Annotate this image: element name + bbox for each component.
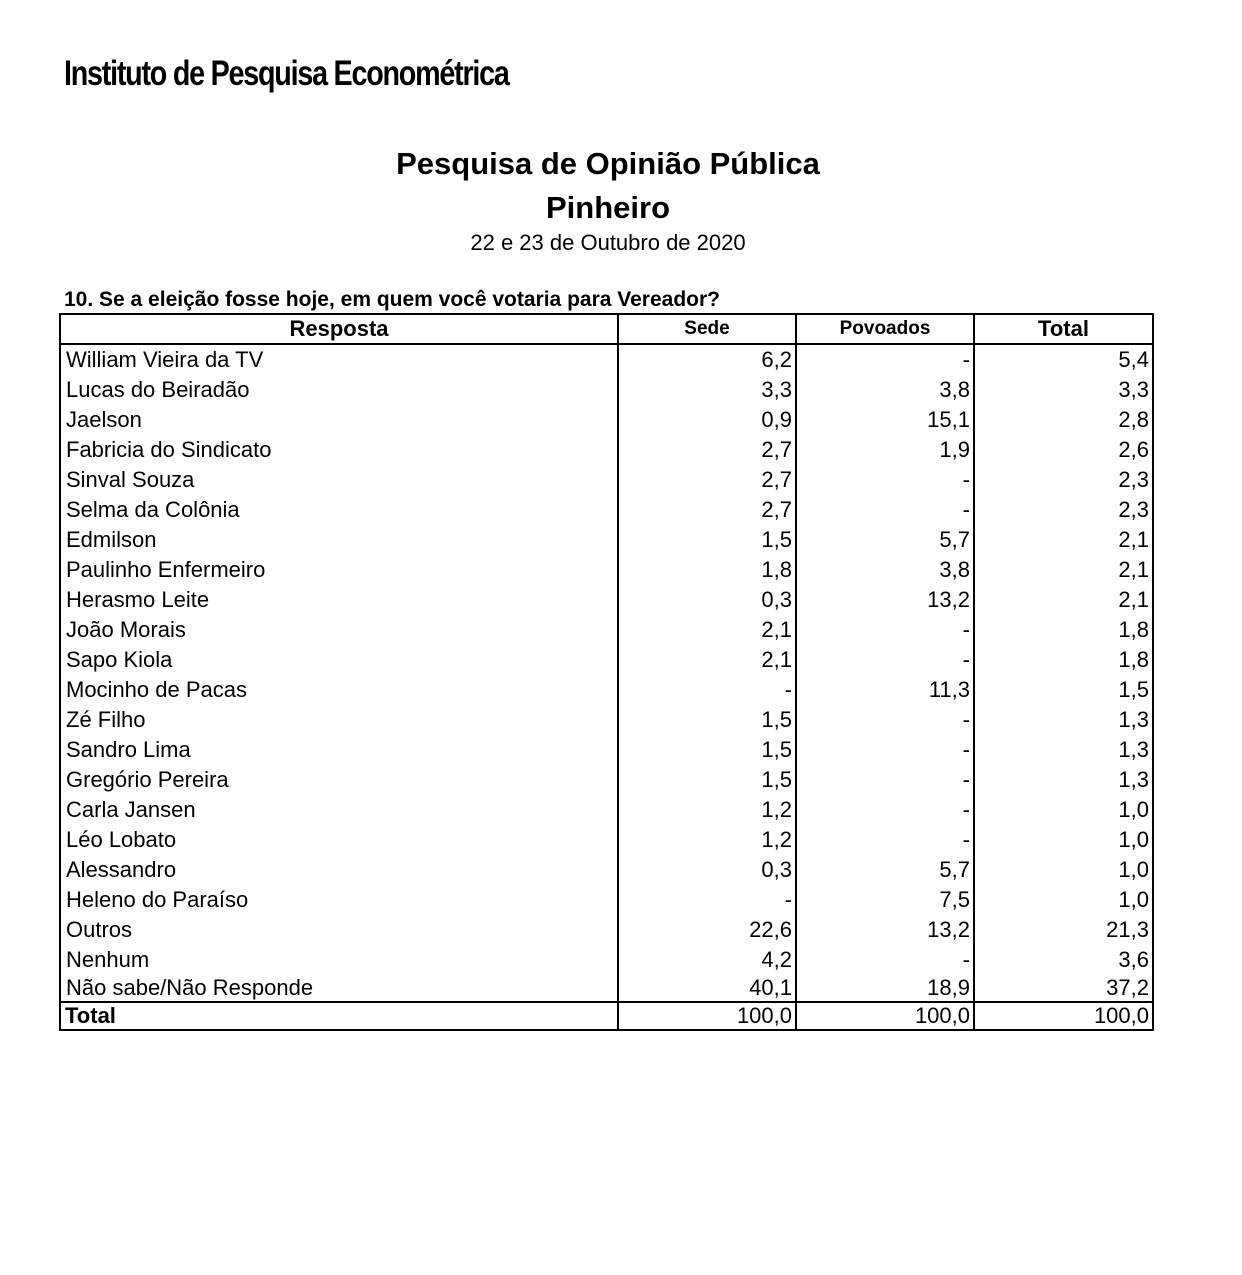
- table-row: [60, 975, 1153, 1002]
- table-row: [60, 855, 1153, 885]
- table-row: [60, 945, 1153, 975]
- cell-povoados: -: [796, 465, 974, 495]
- table-row: [60, 615, 1153, 645]
- cell-sede: -: [618, 675, 796, 705]
- cell-povoados: 13,2: [796, 915, 974, 945]
- total-povoados: 100,0: [796, 1002, 974, 1030]
- institute-logo-text: Instituto de Pesquisa Econométrica: [64, 54, 509, 93]
- cell-povoados: -: [796, 825, 974, 855]
- cell-total: 1,8: [974, 615, 1153, 645]
- cell-resposta: William Vieira da TV: [60, 344, 618, 375]
- cell-resposta: Fabricia do Sindicato: [60, 435, 618, 465]
- cell-povoados: 5,7: [796, 855, 974, 885]
- table-row: [60, 525, 1153, 555]
- cell-resposta: Mocinho de Pacas: [60, 675, 618, 705]
- report-title: Pesquisa de Opinião Pública: [396, 146, 820, 181]
- table-row: [60, 405, 1153, 435]
- cell-povoados: 13,2: [796, 585, 974, 615]
- cell-sede: 1,2: [618, 795, 796, 825]
- cell-sede: 0,9: [618, 405, 796, 435]
- table-row: [60, 435, 1153, 465]
- cell-sede: 2,1: [618, 645, 796, 675]
- cell-sede: 0,3: [618, 585, 796, 615]
- cell-sede: 2,7: [618, 435, 796, 465]
- cell-resposta: João Morais: [60, 615, 618, 645]
- cell-total: 1,5: [974, 675, 1153, 705]
- cell-resposta: Outros: [60, 915, 618, 945]
- table-header-row: [60, 314, 1153, 344]
- cell-total: 2,1: [974, 525, 1153, 555]
- cell-resposta: Lucas do Beiradão: [60, 375, 618, 405]
- cell-sede: 1,5: [618, 765, 796, 795]
- cell-total: 5,4: [974, 344, 1153, 375]
- cell-povoados: 1,9: [796, 435, 974, 465]
- cell-povoados: 15,1: [796, 405, 974, 435]
- cell-sede: 22,6: [618, 915, 796, 945]
- cell-resposta: Sandro Lima: [60, 735, 618, 765]
- cell-sede: 2,7: [618, 465, 796, 495]
- cell-povoados: -: [796, 645, 974, 675]
- table-row: [60, 765, 1153, 795]
- question-heading: 10. Se a eleição fosse hoje, em quem você votaria para Vereador?: [64, 288, 720, 311]
- table-row: [60, 344, 1153, 375]
- cell-sede: 1,5: [618, 705, 796, 735]
- city-title: Pinheiro: [545, 190, 670, 225]
- cell-povoados: -: [796, 945, 974, 975]
- cell-povoados: 18,9: [796, 975, 974, 1002]
- cell-sede: 1,5: [618, 735, 796, 765]
- cell-povoados: -: [796, 705, 974, 735]
- cell-povoados: -: [796, 795, 974, 825]
- table-row: [60, 585, 1153, 615]
- cell-resposta: Herasmo Leite: [60, 585, 618, 615]
- cell-resposta: Jaelson: [60, 405, 618, 435]
- cell-povoados: 3,8: [796, 555, 974, 585]
- table-row: [60, 735, 1153, 765]
- cell-sede: 6,2: [618, 344, 796, 375]
- cell-sede: 0,3: [618, 855, 796, 885]
- cell-total: 1,8: [974, 645, 1153, 675]
- cell-povoados: -: [796, 615, 974, 645]
- cell-resposta: Carla Jansen: [60, 795, 618, 825]
- cell-total: 1,3: [974, 765, 1153, 795]
- cell-total: 1,3: [974, 735, 1153, 765]
- table-row: [60, 645, 1153, 675]
- cell-sede: -: [618, 885, 796, 915]
- cell-total: 1,0: [974, 795, 1153, 825]
- cell-povoados: -: [796, 735, 974, 765]
- total-total: 100,0: [974, 1002, 1153, 1030]
- cell-total: 1,0: [974, 825, 1153, 855]
- cell-povoados: 5,7: [796, 525, 974, 555]
- cell-sede: 1,8: [618, 555, 796, 585]
- cell-total: 2,3: [974, 465, 1153, 495]
- cell-total: 2,3: [974, 495, 1153, 525]
- table-row: [60, 495, 1153, 525]
- results-table: [59, 313, 1154, 1031]
- cell-resposta: Gregório Pereira: [60, 765, 618, 795]
- cell-sede: 1,5: [618, 525, 796, 555]
- cell-resposta: Alessandro: [60, 855, 618, 885]
- cell-total: 2,6: [974, 435, 1153, 465]
- table-total-row: [60, 1002, 1153, 1030]
- table-row: [60, 465, 1153, 495]
- cell-povoados: 3,8: [796, 375, 974, 405]
- cell-sede: 4,2: [618, 945, 796, 975]
- table-row: [60, 375, 1153, 405]
- table-row: [60, 795, 1153, 825]
- cell-sede: 1,2: [618, 825, 796, 855]
- cell-total: 1,0: [974, 855, 1153, 885]
- total-sede: 100,0: [618, 1002, 796, 1030]
- cell-povoados: 11,3: [796, 675, 974, 705]
- column-header-povoados: Povoados: [796, 314, 974, 344]
- cell-total: 1,3: [974, 705, 1153, 735]
- table-row: [60, 915, 1153, 945]
- cell-total: 2,1: [974, 585, 1153, 615]
- cell-total: 2,1: [974, 555, 1153, 585]
- cell-total: 3,3: [974, 375, 1153, 405]
- cell-resposta: Léo Lobato: [60, 825, 618, 855]
- cell-resposta: Não sabe/Não Responde: [60, 975, 618, 1002]
- cell-povoados: -: [796, 495, 974, 525]
- column-header-sede: Sede: [618, 314, 796, 344]
- total-label: Total: [60, 1002, 618, 1030]
- column-header-resposta: Resposta: [60, 314, 618, 344]
- cell-total: 37,2: [974, 975, 1153, 1002]
- cell-sede: 3,3: [618, 375, 796, 405]
- table-row: [60, 885, 1153, 915]
- cell-povoados: -: [796, 765, 974, 795]
- cell-povoados: 7,5: [796, 885, 974, 915]
- cell-resposta: Sinval Souza: [60, 465, 618, 495]
- table-row: [60, 825, 1153, 855]
- cell-resposta: Edmilson: [60, 525, 618, 555]
- cell-total: 21,3: [974, 915, 1153, 945]
- table-body: [60, 344, 1153, 1002]
- table-row: [60, 555, 1153, 585]
- cell-sede: 2,7: [618, 495, 796, 525]
- survey-date: 22 e 23 de Outubro de 2020: [470, 230, 746, 255]
- cell-povoados: -: [796, 344, 974, 375]
- cell-resposta: Heleno do Paraíso: [60, 885, 618, 915]
- table-row: [60, 705, 1153, 735]
- cell-sede: 40,1: [618, 975, 796, 1002]
- cell-sede: 2,1: [618, 615, 796, 645]
- cell-resposta: Selma da Colônia: [60, 495, 618, 525]
- table-row: [60, 675, 1153, 705]
- cell-resposta: Sapo Kiola: [60, 645, 618, 675]
- cell-resposta: Paulinho Enfermeiro: [60, 555, 618, 585]
- cell-total: 1,0: [974, 885, 1153, 915]
- cell-total: 2,8: [974, 405, 1153, 435]
- cell-resposta: Zé Filho: [60, 705, 618, 735]
- column-header-total: Total: [974, 314, 1153, 344]
- cell-total: 3,6: [974, 945, 1153, 975]
- cell-resposta: Nenhum: [60, 945, 618, 975]
